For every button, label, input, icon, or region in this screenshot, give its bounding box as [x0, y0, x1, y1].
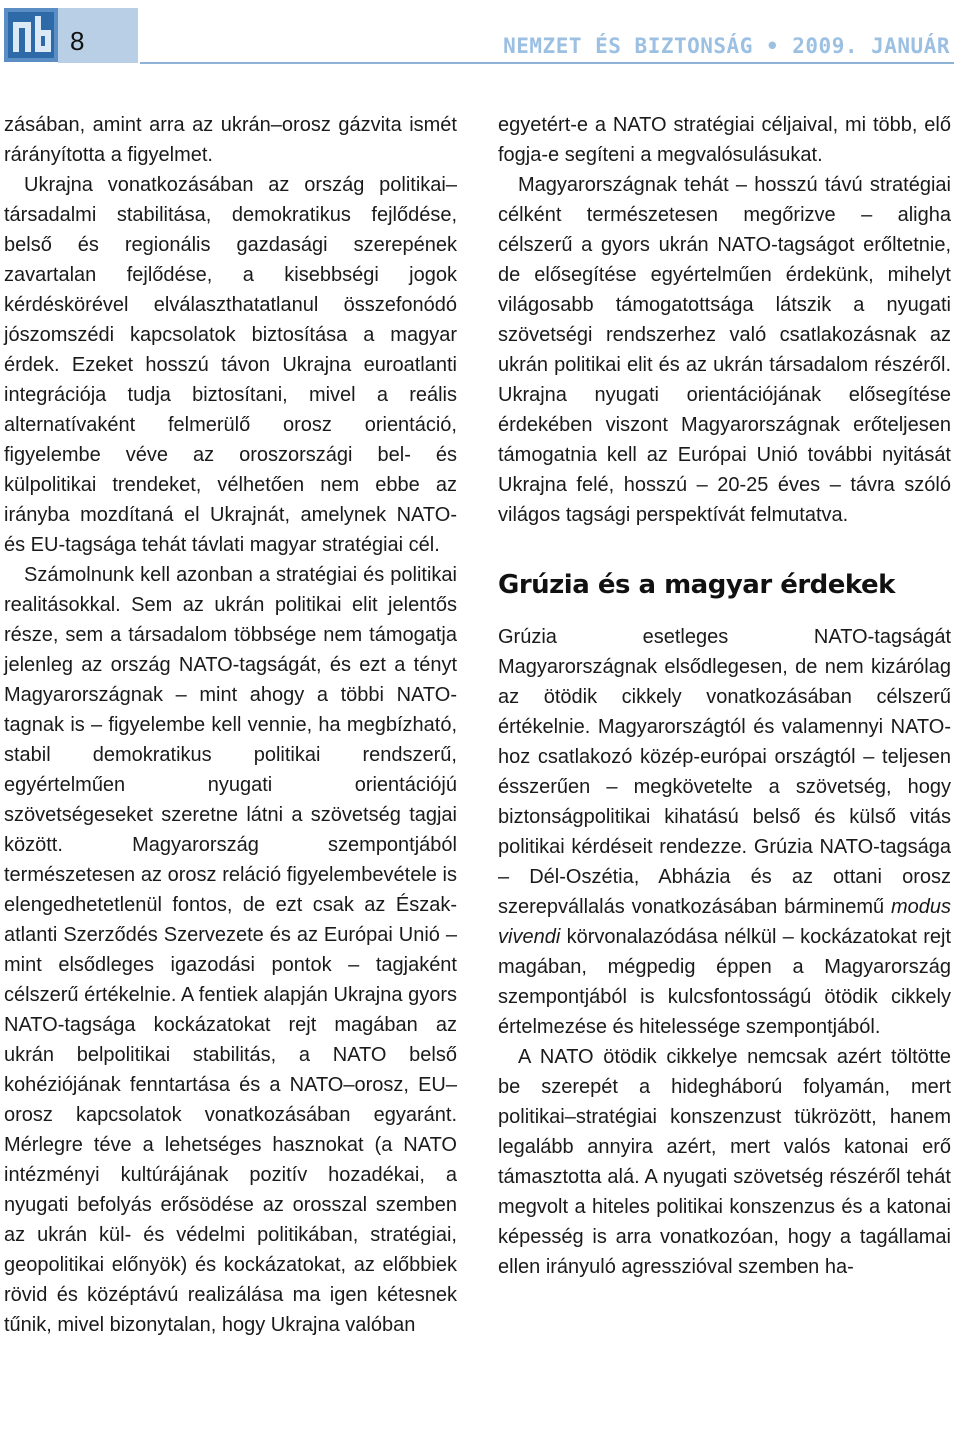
italic-phrase: modus vivendi [498, 896, 951, 948]
right-column [498, 110, 951, 1282]
left-column [4, 110, 457, 1340]
left-paragraph-3: Számolnunk kell azonban a stratégiai és politikai realitásokkal. Sem az ukrán politikai elit jelentős része, sem a társadalom többsége nem támogatja jelenleg az ország NATO-tagságát, és ezt a tényt Magyarországnak – mint ahogy a többi NATO-tagnak is – figyelembe kell vennie, ha megbízható, stabil demokratikus politikai rendszerű, egyértelműen nyugati orientációjú szövetségeseket szeretne látni a szövetség tagjai között. Magyarország szempontjából természetesen az orosz reláció figyelembevétele is elengedhetetlenül fontos, de ezt csak az Észak-atlanti Szerződés Szervezete és az Európai Unió – mint elsődleges igazodási pontok – tagjaként célszerű értékelnie. A fentiek alapján Ukrajna gyors NATO-tagsága kockázatokat rejt magában az ukrán belpolitikai stabilitás, a NATO belső kohéziójának fenntartása és a NATO–orosz, EU–orosz kapcsolatok vonatkozásában egyaránt. Mérlegre téve a lehetséges hasznokat (a NATO intézményi kultúrájának pozitív hozadékai, a nyugati befolyás erősödése az orosszal szemben az ukrán kül- és védelmi politikában, stratégiai, geopolitikai előnyök) és kockázatokat, az előbbiek rövid és középtávú realizálása ma igen kétesnek tűnik, mivel bizonytalan, hogy Ukrajna valóban [4, 564, 457, 1336]
right-paragraph-3 [498, 622, 951, 1042]
paragraph-text: Grúzia esetleges NATO-tagságát Magyarországnak elsődlegesen, de nem kizárólag az ötödik cikkely vonatkozásában célszerű értékelnie. Magyarországtól és valamennyi NATO-hoz csatlakozó közép-európai országtól – teljesen ésszerűen – megkövetelte a szövetség, hogy biztonságpolitikai kihatású belső és külső vitás politikai kérdéseit rendezze. Grúzia NATO-tagsága – Dél-Oszétia, Abházia és az ottani orosz szerepvállalás vonatkozásában bárminemű [498, 626, 951, 918]
right-paragraph-2: Magyarországnak tehát – hosszú távú stratégiai célként természetesen megőrizve – aligha célszerű a gyors ukrán NATO-tagságot erőltetnie, de elősegítése egyértelműen érdekünk, mihelyt világosabb támogatottsága látszik a nyugati szövetségi rendszerhez való csatlakozásnak az ukrán politikai elit és az ukrán társadalom részéről. Ukrajna nyugati orientációjának elősegítése érdekében viszont Magyarországnak erőteljesen támogatnia kell az Európai Unió további nyitását Ukrajna felé, hosszú – 20-25 éves – távra szóló világos tagsági perspektívát felmutatva. [498, 174, 951, 526]
paragraph-text: körvonalazódása nélkül – kockázatokat rejt magában, mégpedig éppen a Magyarország szempontjából is kulcsfontosságú ötödik cikkely értelmezése és hitelessége szempontjából. [498, 926, 951, 1038]
journal-title: NEMZET ÉS BIZTONSÁG • 2009. JANUÁR [503, 34, 950, 58]
left-paragraph-2: Ukrajna vonatkozásában az ország politikai–társadalmi stabilitása, demokratikus fejlődése, belső és regionális gazdasági szerepének zavartalan fejlődése, a kisebbségi jogok kérdéskörével elválaszthatatlanul összefonódó jószomszédi kapcsolatok biztosítása a magyar érdek. Ezeket hosszú távon Ukrajna euroatlanti integrációja tudja biztosítani, mivel a reális alternatívaként felmerülő orosz orientáció, figyelembe véve az oroszországi bel- és külpolitikai trendeket, vélhetően nem ebbe az irányba mozdítaná el Ukrajnát, amelynek NATO- és EU-tagsága tehát távlati magyar stratégiai cél. [4, 174, 457, 556]
section-heading: Grúzia és a magyar érdekek [498, 570, 895, 600]
left-paragraph-1: zásában, amint arra az ukrán–orosz gázvita ismét rárányította a figyelmet. [4, 114, 457, 166]
right-paragraph-1: egyetért-e a NATO stratégiai céljaival, mi több, elő fogja-e segíteni a megvalósulásukat. [498, 114, 951, 166]
journal-logo [4, 8, 58, 62]
page-number: 8 [70, 26, 85, 56]
right-paragraph-4: A NATO ötödik cikkelye nemcsak azért töltötte be szerepét a hidegháború folyamán, mert politikai–stratégiai konszenzust tükrözött, hanem legalább annyira azért, mert valós katonai erő támasztotta alá. A nyugati szövetség részéről tehát megvolt a hiteles politikai konszenzus és a katonai képesség is arra vonatkozóan, hogy a tagállamai ellen irányuló agresszióval szemben ha- [498, 1046, 951, 1278]
header-rule [140, 62, 954, 64]
page-header [0, 0, 960, 72]
